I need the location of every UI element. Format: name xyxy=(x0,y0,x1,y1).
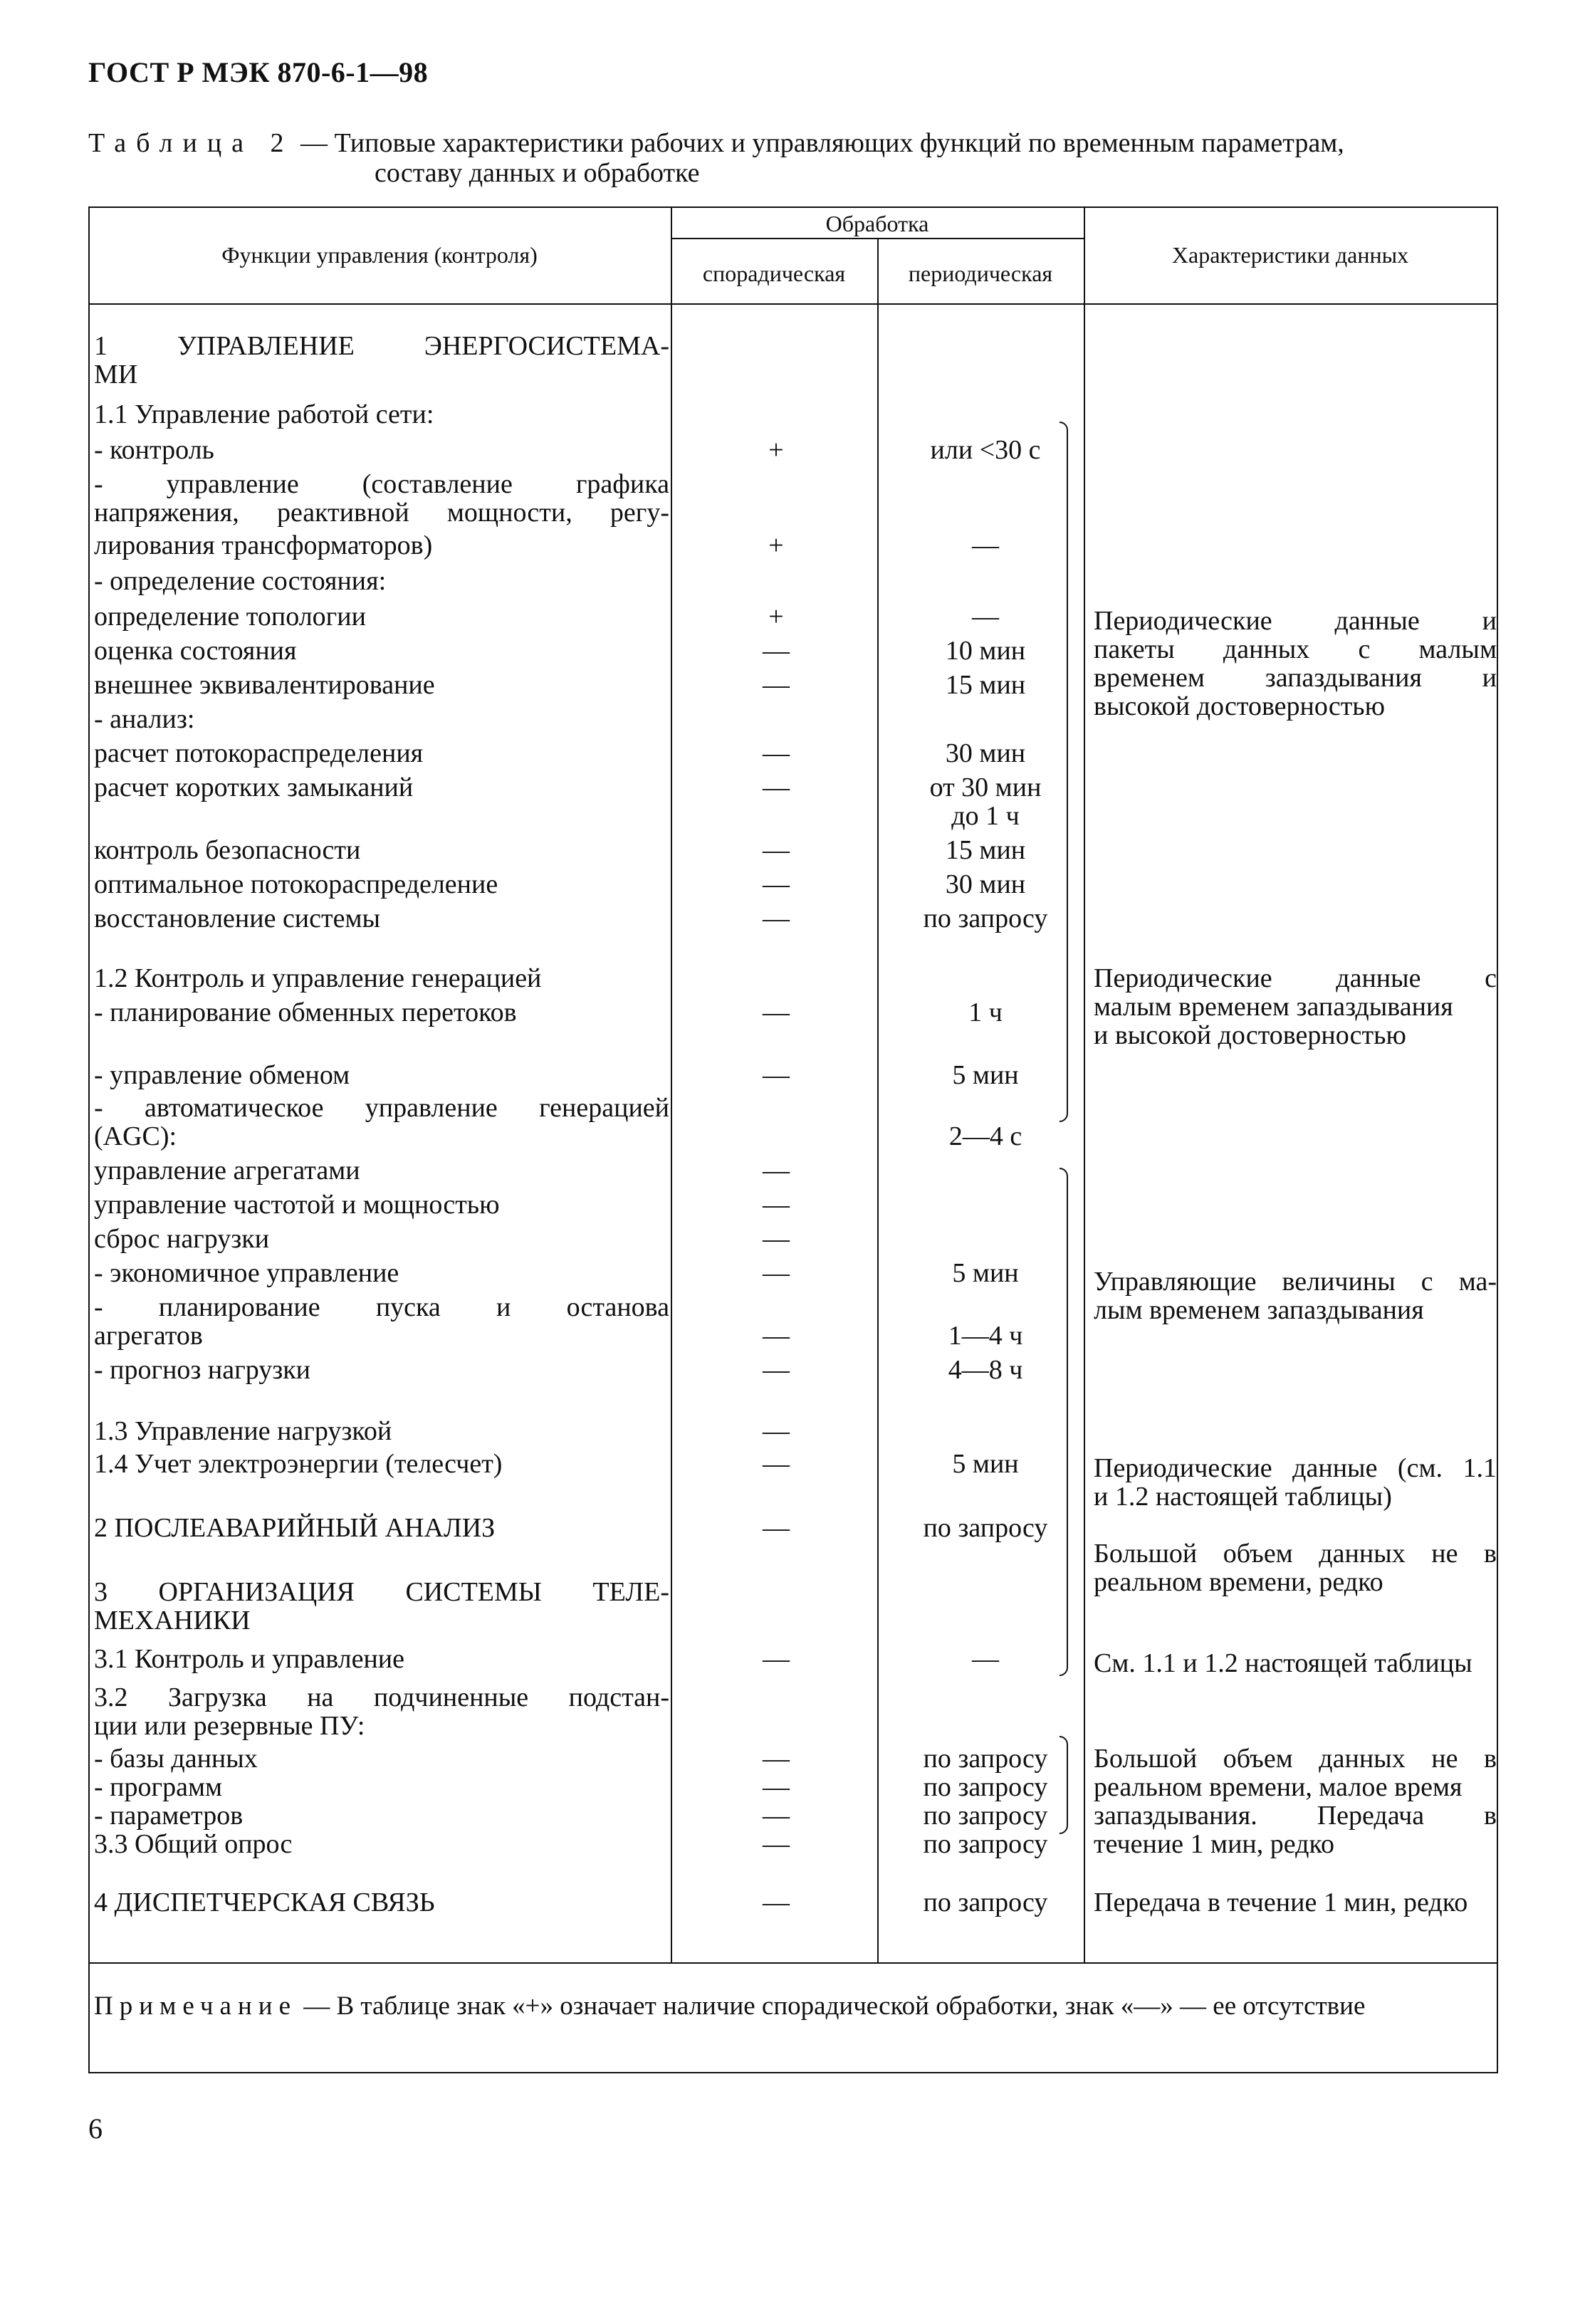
row-function: - определение состояния: xyxy=(94,566,387,596)
row-sporadic: — xyxy=(763,1224,790,1254)
data-table xyxy=(88,206,1498,2072)
row-periodic: по запросу xyxy=(923,904,1048,933)
row-function: 1.4 Учет электроэнергии (телесчет) xyxy=(94,1449,503,1479)
row-sporadic: — xyxy=(763,1449,790,1479)
row-function: определение топологии xyxy=(94,602,366,632)
row-periodic: 10 мин xyxy=(945,636,1026,666)
row-periodic: или <30 с xyxy=(930,435,1041,465)
row-sporadic: — xyxy=(763,1258,790,1288)
row-function: - автоматическое управление генерацией xyxy=(94,1093,669,1123)
row-function: - контроль xyxy=(94,435,214,465)
row-sporadic: — xyxy=(763,1513,790,1543)
row-function: 1.2 Контроль и управление генерацией xyxy=(94,963,542,993)
table-caption-title-line1: — Типовые характеристики рабочих и управляющих функций по временным параметрам, xyxy=(293,128,1344,158)
characteristics-cell: Периодические данные и xyxy=(1094,606,1497,636)
row-function: 3.3 Общий опрос xyxy=(94,1829,293,1859)
row-periodic: 30 мин xyxy=(945,869,1026,899)
row-function: 3 ОРГАНИЗАЦИЯ СИСТЕМЫ ТЕЛЕ- xyxy=(94,1577,669,1607)
characteristics-cell: и высокой достоверностью xyxy=(1094,1020,1406,1050)
document-header: ГОСТ Р МЭК 870-6-1—98 xyxy=(88,56,429,88)
row-function: - планирование пуска и останова xyxy=(94,1292,669,1322)
row-periodic: 2—4 с xyxy=(948,1121,1022,1151)
row-function: управление частотой и мощностью xyxy=(94,1190,500,1220)
row-function: - экономичное управление xyxy=(94,1258,399,1288)
characteristics-cell: Периодические данные (см. 1.1 xyxy=(1094,1453,1497,1483)
row-function: сброс нагрузки xyxy=(94,1224,270,1254)
row-function: - программ xyxy=(94,1772,223,1802)
row-function: оценка состояния xyxy=(94,636,297,666)
row-function: - управление обменом xyxy=(94,1060,350,1090)
row-function: 1 УПРАВЛЕНИЕ ЭНЕРГОСИСТЕМА- xyxy=(94,331,669,361)
row-sporadic: — xyxy=(763,1321,790,1351)
note-text: — В таблице знак «+» означает наличие спорадической обработки, знак «—» — ее отсутствие xyxy=(297,1991,1366,2021)
row-sporadic: — xyxy=(763,904,790,933)
group-brace-right xyxy=(1060,1168,1068,1676)
row-function: - управление (составление графика xyxy=(94,469,669,499)
row-periodic: по запросу xyxy=(923,1772,1048,1802)
row-function: расчет коротких замыканий xyxy=(94,773,414,802)
column-header-periodic: периодическая xyxy=(908,261,1053,286)
row-sporadic: — xyxy=(763,1772,790,1802)
row-periodic: по запросу xyxy=(923,1801,1048,1831)
characteristics-cell: См. 1.1 и 1.2 настоящей таблицы xyxy=(1094,1648,1472,1678)
row-function: МИ xyxy=(94,360,138,389)
row-function: 1.3 Управление нагрузкой xyxy=(94,1416,392,1446)
header-rule xyxy=(88,303,1498,305)
row-function: внешнее эквивалентирование xyxy=(94,670,435,700)
column-header-processing: Обработка xyxy=(825,211,929,236)
row-periodic: 15 мин xyxy=(945,670,1026,700)
table-border-right xyxy=(1497,206,1498,2072)
characteristics-cell: Управляющие величины с ма- xyxy=(1094,1267,1497,1297)
row-periodic: 4—8 ч xyxy=(948,1355,1023,1385)
row-function: напряжения, реактивной мощности, регу- xyxy=(94,498,669,528)
row-sporadic: — xyxy=(763,1190,790,1220)
row-function: - параметров xyxy=(94,1801,244,1831)
row-sporadic: — xyxy=(763,773,790,802)
row-sporadic: — xyxy=(763,1156,790,1185)
table-caption xyxy=(88,128,1498,188)
row-sporadic: — xyxy=(763,1416,790,1446)
row-sporadic: + xyxy=(768,435,784,465)
row-function: ции или резервные ПУ: xyxy=(94,1711,365,1741)
row-sporadic: — xyxy=(763,998,790,1027)
row-periodic: 30 мин xyxy=(945,738,1026,768)
row-periodic: от 30 мин xyxy=(929,773,1042,802)
row-periodic: 5 мин xyxy=(952,1449,1019,1479)
row-function: 3.1 Контроль и управление xyxy=(94,1644,404,1674)
row-function: 3.2 Загрузка на подчиненные подстан- xyxy=(94,1682,669,1712)
row-function: - прогноз нагрузки xyxy=(94,1355,311,1385)
row-periodic: по запросу xyxy=(923,1829,1048,1859)
row-sporadic: + xyxy=(768,530,784,560)
row-function: - планирование обменных перетоков xyxy=(94,998,517,1027)
row-function: оптимальное потокораспределение xyxy=(94,869,498,899)
row-periodic: 1 ч xyxy=(968,998,1003,1027)
row-function: управление агрегатами xyxy=(94,1156,360,1185)
table-caption-title-line2: составу данных и обработке xyxy=(375,158,700,188)
row-periodic: до 1 ч xyxy=(951,801,1020,831)
row-sporadic: — xyxy=(763,1355,790,1385)
characteristics-cell: течение 1 мин, редко xyxy=(1094,1829,1334,1859)
row-sporadic: — xyxy=(763,1644,790,1674)
row-function: восстановление системы xyxy=(94,904,381,933)
column-header-characteristics: Характеристики данных xyxy=(1171,242,1409,268)
characteristics-cell: Периодические данные с xyxy=(1094,963,1497,993)
characteristics-cell: временем запаздывания и xyxy=(1094,663,1497,693)
row-function: расчет потокораспределения xyxy=(94,738,424,768)
row-sporadic: — xyxy=(763,1060,790,1090)
characteristics-cell: реальном времени, редко xyxy=(1094,1567,1383,1597)
row-function: агрегатов xyxy=(94,1321,203,1351)
row-sporadic: — xyxy=(763,1829,790,1859)
note-rule xyxy=(88,1962,1498,1964)
table-note xyxy=(94,1992,1491,2021)
row-periodic: — xyxy=(972,530,999,560)
row-function: - анализ: xyxy=(94,704,195,734)
column-header-functions: Функции управления (контроля) xyxy=(221,242,538,268)
row-sporadic: — xyxy=(763,1801,790,1831)
row-sporadic: — xyxy=(763,636,790,666)
row-function: 2 ПОСЛЕАВАРИЙНЫЙ АНАЛИЗ xyxy=(94,1513,496,1543)
characteristics-cell: Большой объем данных не в xyxy=(1094,1539,1497,1569)
row-sporadic: — xyxy=(763,1744,790,1774)
row-sporadic: + xyxy=(768,602,784,632)
row-function: 4 ДИСПЕТЧЕРСКАЯ СВЯЗЬ xyxy=(94,1888,435,1917)
characteristics-cell: реальном времени, малое время xyxy=(1094,1772,1463,1802)
table-border-top xyxy=(88,206,1498,208)
page-number: 6 xyxy=(88,2113,103,2145)
characteristics-cell: малым временем запаздывания xyxy=(1094,992,1453,1022)
row-periodic: — xyxy=(972,1644,999,1674)
row-periodic: по запросу xyxy=(923,1513,1048,1543)
row-sporadic: — xyxy=(763,670,790,700)
characteristics-cell: Передача в течение 1 мин, редко xyxy=(1094,1888,1468,1917)
row-function: (AGC): xyxy=(94,1121,177,1151)
row-function: 1.1 Управление работой сети: xyxy=(94,399,434,429)
characteristics-cell: и 1.2 настоящей таблицы) xyxy=(1094,1482,1392,1512)
characteristics-cell: запаздывания. Передача в xyxy=(1094,1801,1497,1831)
characteristics-cell: пакеты данных с малым xyxy=(1094,634,1497,664)
divider-sporadic-periodic xyxy=(877,238,879,1962)
row-function: контроль безопасности xyxy=(94,835,361,865)
row-periodic: по запросу xyxy=(923,1744,1048,1774)
row-sporadic: — xyxy=(763,835,790,865)
table-caption-label: Таблица 2 xyxy=(88,128,294,158)
row-sporadic: — xyxy=(763,1888,790,1917)
row-periodic: по запросу xyxy=(923,1888,1048,1917)
characteristics-cell: высокой достоверностью xyxy=(1094,691,1386,721)
row-function: МЕХАНИКИ xyxy=(94,1606,251,1635)
characteristics-cell: Большой объем данных не в xyxy=(1094,1744,1497,1774)
column-header-sporadic: спорадическая xyxy=(702,261,846,286)
characteristics-cell: лым временем запаздывания xyxy=(1094,1295,1424,1325)
table-border-bottom xyxy=(88,2072,1498,2073)
row-periodic: — xyxy=(972,602,999,632)
row-function: - базы данных xyxy=(94,1744,258,1774)
row-periodic: 15 мин xyxy=(945,835,1026,865)
row-periodic: 1—4 ч xyxy=(948,1321,1023,1351)
table-border-left xyxy=(88,206,90,2072)
row-periodic: 5 мин xyxy=(952,1060,1019,1090)
row-periodic: 5 мин xyxy=(952,1258,1019,1288)
note-label: Примечание xyxy=(94,1991,297,2021)
row-sporadic: — xyxy=(763,869,790,899)
row-function: лирования трансформаторов) xyxy=(94,530,433,560)
row-sporadic: — xyxy=(763,738,790,768)
